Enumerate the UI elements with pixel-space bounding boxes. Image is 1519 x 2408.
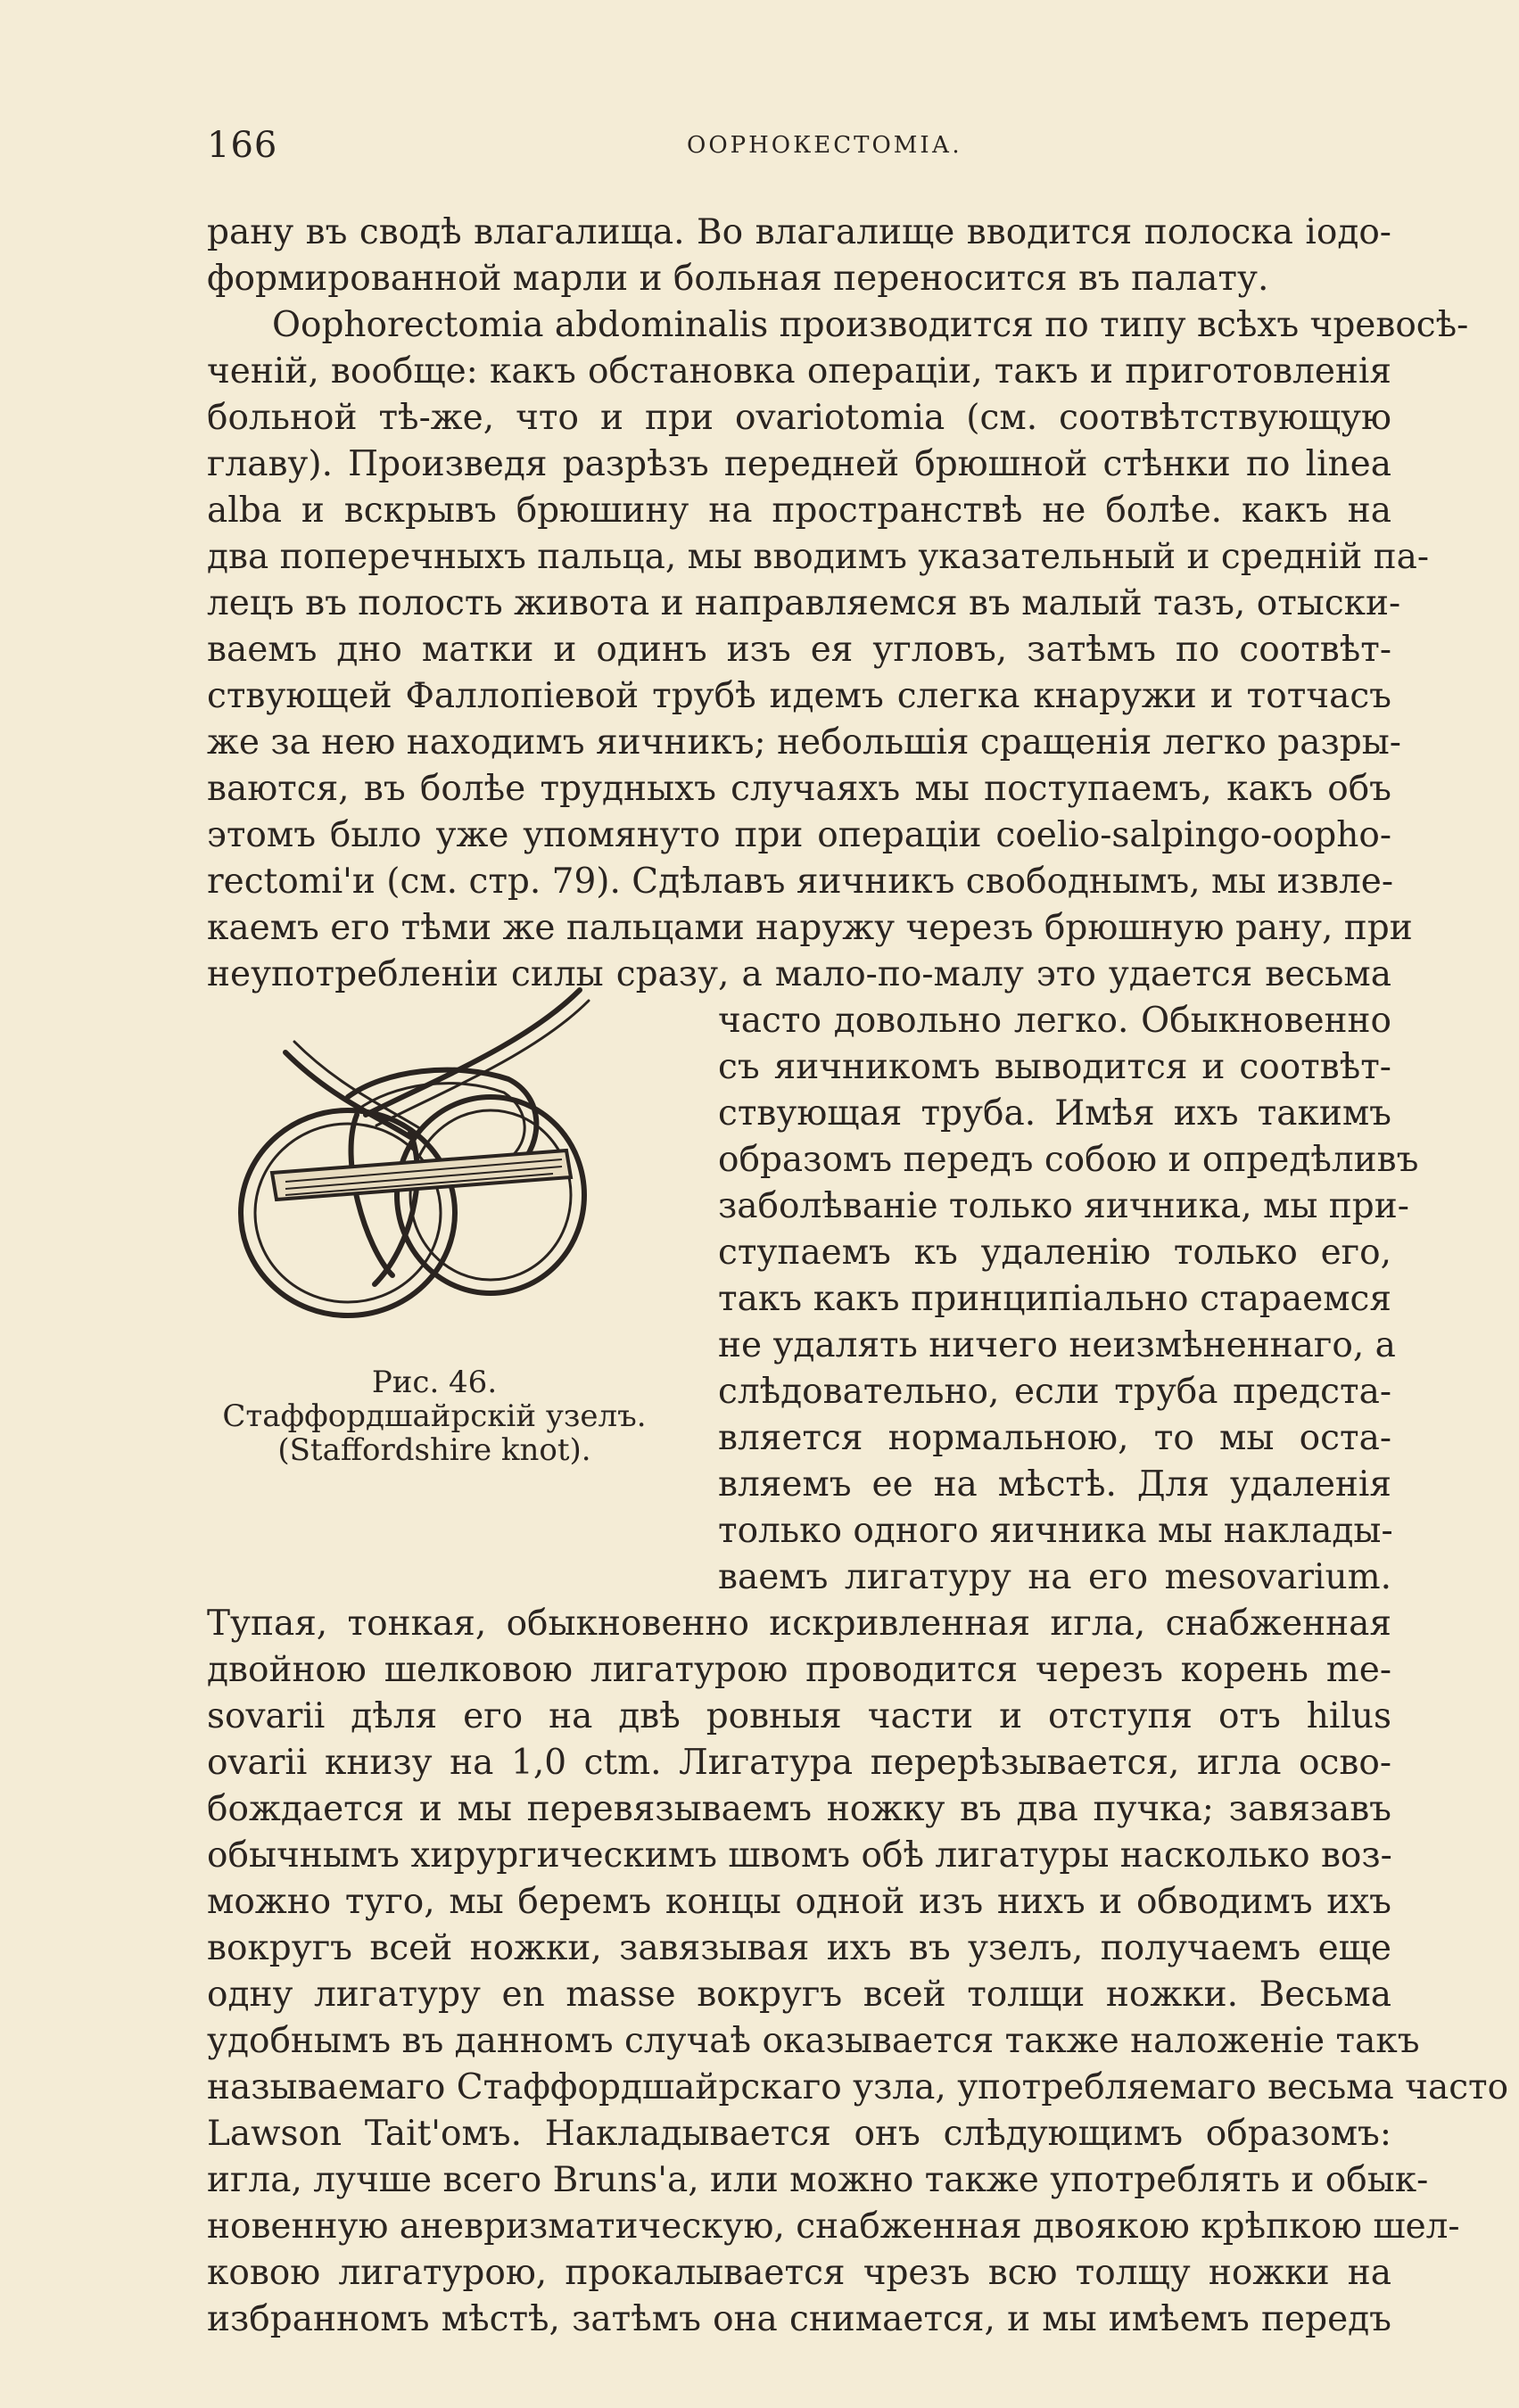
text-line: же за нею находимъ яичникъ; небольшія сращенія легко разры- bbox=[207, 722, 1401, 763]
text-line: игла, лучше всего Bruns'а, или можно также употреблять и обык- bbox=[207, 2160, 1429, 2200]
text-line: обычнымъ хирургическимъ швомъ обѣ лигатуры насколько воз- bbox=[207, 1835, 1392, 1876]
text-line: двойною шелковою лигатурою проводится черезъ корень me- bbox=[207, 1650, 1391, 1690]
text-line: новенную аневризматическую, снабженная двоякою крѣпкою шел- bbox=[207, 2206, 1460, 2247]
text-line: ченій, вообще: какъ обстановка операціи, такъ и приготовленія bbox=[207, 351, 1391, 392]
text-line: съ яичникомъ выводится и соотвѣт- bbox=[718, 1047, 1391, 1087]
text-line: ковою лигатурою, прокалывается чрезъ всю толщу ножки на bbox=[207, 2253, 1391, 2293]
figure-caption: Стаффордшайрскій узелъ. bbox=[222, 1398, 647, 1434]
staffordshire-knot-illustration bbox=[223, 981, 651, 1356]
text-line: называемаго Стаффордшайрскаго узла, употребляемаго весьма часто bbox=[207, 2067, 1509, 2107]
text-line: неупотребленіи силы сразу, а мало-по-малу это удается весьма bbox=[207, 954, 1391, 994]
text-line: Lawson Tait'омъ. Накладывается онъ слѣдующимъ образомъ: bbox=[207, 2114, 1391, 2154]
text-line: часто довольно легко. Обыкновенно bbox=[718, 1001, 1391, 1041]
text-line: больной тѣ-же, что и при ovariotomia (см. соотвѣтствующую bbox=[207, 398, 1391, 438]
text-line: одну лигатуру en masse вокругъ всей толщи ножки. Весьма bbox=[207, 1975, 1391, 2015]
text-line: sovarii дѣля его на двѣ ровныя части и отступя отъ hilus bbox=[207, 1696, 1391, 1736]
text-line: ovarii книзу на 1,0 ctm. Лигатура перерѣзывается, игла осво- bbox=[207, 1743, 1391, 1783]
text-line: образомъ передъ собою и опредѣливъ bbox=[718, 1140, 1419, 1180]
text-line: удобнымъ въ данномъ случаѣ оказывается также наложеніе такъ bbox=[207, 2021, 1420, 2061]
page-number: 166 bbox=[207, 125, 278, 166]
text-line: ваются, въ болѣе трудныхъ случаяхъ мы поступаемъ, какъ объ bbox=[207, 769, 1391, 809]
text-line: вокругъ всей ножки, завязывая ихъ въ узелъ, получаемъ еще bbox=[207, 1928, 1391, 1968]
text-line: Oophorectomia abdominalis производится по типу всѣхъ чревосѣ- bbox=[272, 305, 1469, 345]
text-line: заболѣваніе только яичника, мы при- bbox=[718, 1186, 1409, 1226]
text-line: главу). Произведя разрѣзъ передней брюшной стѣнки по linea bbox=[207, 444, 1391, 484]
text-line: alba и вскрывъ брюшину на пространствѣ не болѣе. какъ на bbox=[207, 491, 1391, 531]
text-line: вляется нормальною, то мы оста- bbox=[718, 1418, 1391, 1458]
text-line: ваемъ лигатуру на его mesovarium. bbox=[718, 1557, 1391, 1597]
text-line: два поперечныхъ пальца, мы вводимъ указательный и средній па- bbox=[207, 537, 1430, 577]
text-line: можно туго, мы беремъ концы одной изъ нихъ и обводимъ ихъ bbox=[207, 1882, 1391, 1922]
running-title: ООРНОКЕСТОМІА. bbox=[687, 132, 962, 159]
text-line: rectomi'и (см. стр. 79). Сдѣлавъ яичникъ свободнымъ, мы извле- bbox=[207, 862, 1394, 902]
text-line: не удалять ничего неизмѣненнаго, а bbox=[718, 1325, 1396, 1365]
text-line: рану въ сводѣ влагалища. Во влагалище вводится полоска іодо- bbox=[207, 212, 1391, 252]
figure-label: Рис. 46. bbox=[371, 1365, 498, 1400]
text-line: ваемъ дно матки и одинъ изъ ея угловъ, затѣмъ по соотвѣт- bbox=[207, 630, 1391, 670]
text-line: только одного яичника мы наклады- bbox=[718, 1511, 1393, 1551]
text-line: Тупая, тонкая, обыкновенно искривленная игла, снабженная bbox=[207, 1604, 1391, 1644]
figure-caption-latin: (Staffordshire knot). bbox=[277, 1432, 591, 1468]
text-line: каемъ его тѣми же пальцами наружу черезъ брюшную рану, при bbox=[207, 908, 1413, 948]
text-line: бождается и мы перевязываемъ ножку въ два пучка; завязавъ bbox=[207, 1789, 1391, 1829]
text-line: избранномъ мѣстѣ, затѣмъ она снимается, и мы имѣемъ передъ bbox=[207, 2299, 1391, 2339]
text-line: этомъ было уже упомянуто при операціи coelio-salpingo-oopho- bbox=[207, 815, 1391, 855]
text-line: слѣдовательно, если труба предста- bbox=[718, 1372, 1391, 1412]
text-line: такъ какъ принципіально стараемся bbox=[718, 1279, 1391, 1319]
text-line: ствующей Фаллопіевой трубѣ идемъ слегка кнаружи и тотчасъ bbox=[207, 676, 1391, 716]
text-line: лецъ въ полость живота и направляемся въ малый тазъ, отыски- bbox=[207, 583, 1401, 623]
text-line: формированной марли и больная переносится въ палату. bbox=[207, 259, 1269, 299]
text-line: вляемъ ее на мѣстѣ. Для удаленія bbox=[718, 1464, 1391, 1505]
text-line: ступаемъ къ удаленію только его, bbox=[718, 1233, 1391, 1273]
text-line: ствующая труба. Имѣя ихъ такимъ bbox=[718, 1093, 1391, 1134]
